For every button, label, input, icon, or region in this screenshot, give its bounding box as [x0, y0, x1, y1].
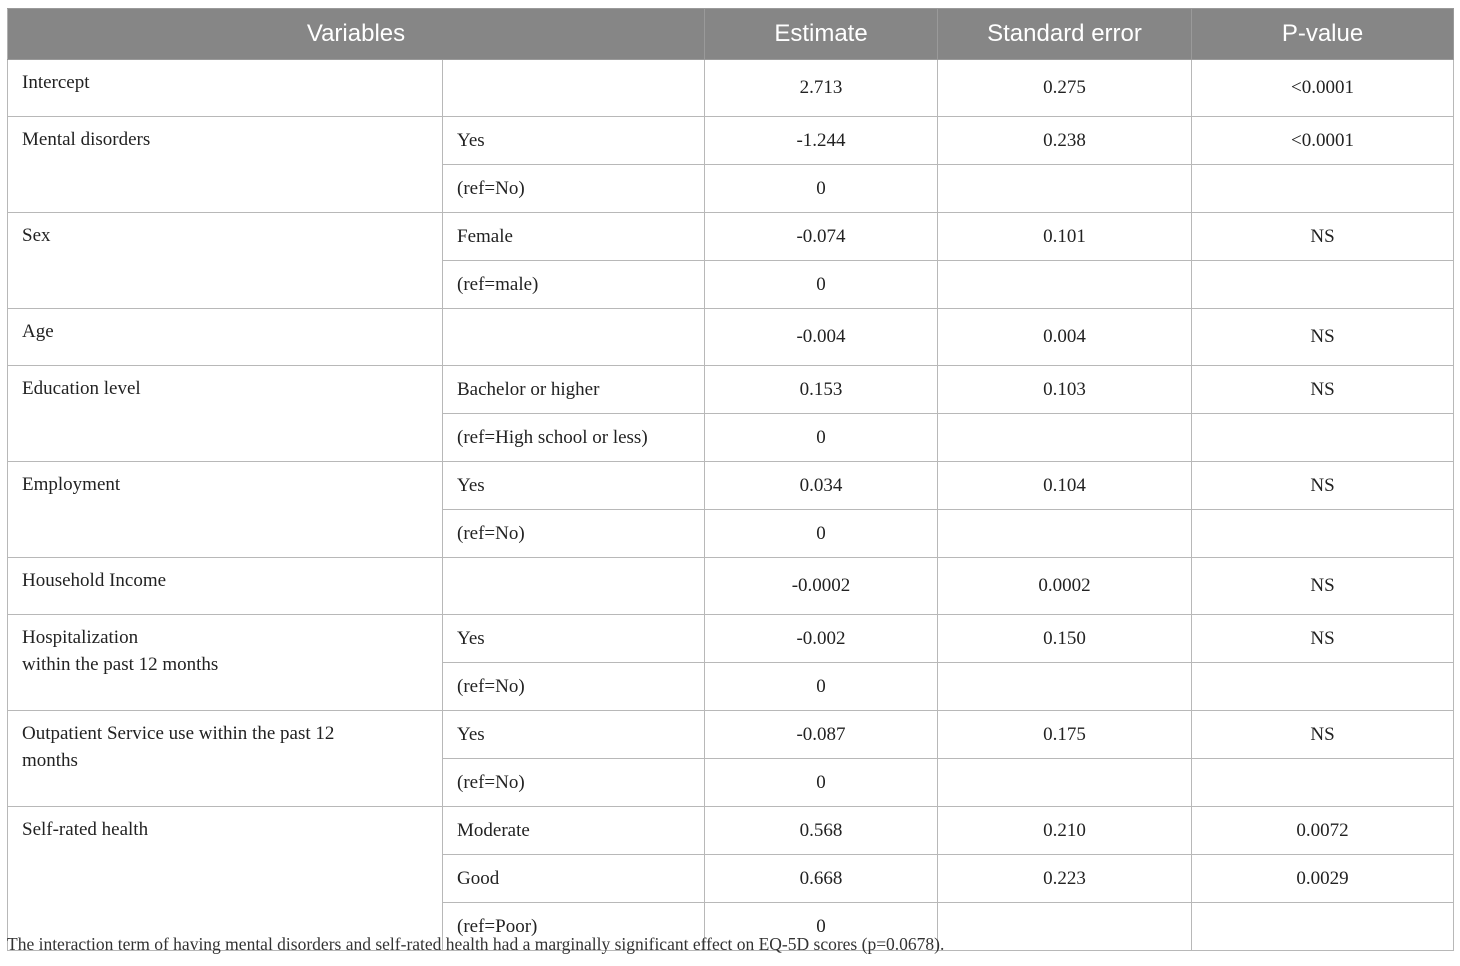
table-header-row [8, 9, 1454, 60]
estimate-cell: 0 [705, 510, 938, 558]
standard-error-cell: 0.150 [938, 615, 1192, 663]
p-value-cell: NS [1192, 213, 1454, 261]
estimate-cell: 0 [705, 759, 938, 807]
estimate-cell: 0.034 [705, 462, 938, 510]
standard-error-cell: 0.103 [938, 366, 1192, 414]
level-cell: Female [443, 213, 705, 261]
level-cell: (ref=High school or less) [443, 414, 705, 462]
p-value-cell [1192, 759, 1454, 807]
standard-error-cell [938, 759, 1192, 807]
header-standard-error: Standard error [938, 9, 1192, 60]
p-value-cell [1192, 165, 1454, 213]
level-cell [443, 558, 705, 615]
p-value-cell [1192, 663, 1454, 711]
standard-error-cell: 0.238 [938, 117, 1192, 165]
level-cell: (ref=Poor) [443, 903, 705, 951]
p-value-cell: <0.0001 [1192, 60, 1454, 117]
table-row [8, 366, 1454, 414]
p-value-cell: NS [1192, 558, 1454, 615]
p-value-cell: NS [1192, 462, 1454, 510]
p-value-cell [1192, 510, 1454, 558]
estimate-cell: 0.153 [705, 366, 938, 414]
p-value-cell: 0.0029 [1192, 855, 1454, 903]
standard-error-cell [938, 663, 1192, 711]
table-row [8, 558, 1454, 615]
p-value-cell [1192, 261, 1454, 309]
standard-error-cell: 0.0002 [938, 558, 1192, 615]
p-value-cell: NS [1192, 309, 1454, 366]
level-cell: Bachelor or higher [443, 366, 705, 414]
estimate-cell: 0.668 [705, 855, 938, 903]
level-cell: (ref=No) [443, 510, 705, 558]
variable-name-cell: Intercept [8, 60, 443, 117]
standard-error-cell: 0.223 [938, 855, 1192, 903]
level-cell [443, 309, 705, 366]
table-row [8, 807, 1454, 855]
standard-error-cell: 0.104 [938, 462, 1192, 510]
p-value-cell: NS [1192, 711, 1454, 759]
level-cell [443, 60, 705, 117]
standard-error-cell: 0.175 [938, 711, 1192, 759]
level-cell: (ref=No) [443, 165, 705, 213]
table-body [8, 60, 1454, 951]
standard-error-cell: 0.210 [938, 807, 1192, 855]
level-cell: Moderate [443, 807, 705, 855]
level-cell: Yes [443, 711, 705, 759]
header-p-value: P-value [1192, 9, 1454, 60]
p-value-cell: 0.0072 [1192, 807, 1454, 855]
estimate-cell: -0.004 [705, 309, 938, 366]
variable-name-cell: Age [8, 309, 443, 366]
table-row [8, 711, 1454, 759]
level-cell: Yes [443, 615, 705, 663]
header-variables: Variables [8, 9, 705, 60]
p-value-cell: NS [1192, 615, 1454, 663]
standard-error-cell: 0.275 [938, 60, 1192, 117]
estimate-cell: -0.087 [705, 711, 938, 759]
table-footnote: The interaction term of having mental disorders and self-rated health had a marginally significant effect on EQ-5D scores (p=0.0678). [7, 934, 945, 954]
standard-error-cell: 0.101 [938, 213, 1192, 261]
p-value-cell: <0.0001 [1192, 117, 1454, 165]
estimate-cell: 0 [705, 261, 938, 309]
estimate-cell: -0.074 [705, 213, 938, 261]
estimate-cell: 0 [705, 663, 938, 711]
table-row [8, 60, 1454, 117]
level-cell: Yes [443, 117, 705, 165]
variable-name-cell: Mental disorders [8, 117, 443, 213]
variable-name-cell: Sex [8, 213, 443, 309]
estimate-cell: 0.568 [705, 807, 938, 855]
standard-error-cell [938, 510, 1192, 558]
estimate-cell: -0.002 [705, 615, 938, 663]
p-value-cell [1192, 414, 1454, 462]
level-cell: Yes [443, 462, 705, 510]
table-row [8, 462, 1454, 510]
estimate-cell: -1.244 [705, 117, 938, 165]
regression-table [7, 8, 1454, 951]
p-value-cell: NS [1192, 366, 1454, 414]
table-row [8, 213, 1454, 261]
estimate-cell: -0.0002 [705, 558, 938, 615]
table-row [8, 309, 1454, 366]
estimate-cell: 0 [705, 903, 938, 951]
header-estimate: Estimate [705, 9, 938, 60]
estimate-cell: 2.713 [705, 60, 938, 117]
table-row [8, 117, 1454, 165]
standard-error-cell: 0.004 [938, 309, 1192, 366]
standard-error-cell [938, 903, 1192, 951]
estimate-cell: 0 [705, 165, 938, 213]
standard-error-cell [938, 414, 1192, 462]
standard-error-cell [938, 261, 1192, 309]
variable-name-cell: Outpatient Service use within the past 12 months [8, 711, 443, 807]
variable-name-cell: Hospitalization within the past 12 months [8, 615, 443, 711]
variable-name-cell: Household Income [8, 558, 443, 615]
standard-error-cell [938, 165, 1192, 213]
level-cell: (ref=male) [443, 261, 705, 309]
table-row [8, 615, 1454, 663]
estimate-cell: 0 [705, 414, 938, 462]
level-cell: (ref=No) [443, 663, 705, 711]
variable-name-cell: Employment [8, 462, 443, 558]
variable-name-cell: Education level [8, 366, 443, 462]
p-value-cell [1192, 903, 1454, 951]
level-cell: Good [443, 855, 705, 903]
level-cell: (ref=No) [443, 759, 705, 807]
variable-name-cell: Self-rated health [8, 807, 443, 951]
